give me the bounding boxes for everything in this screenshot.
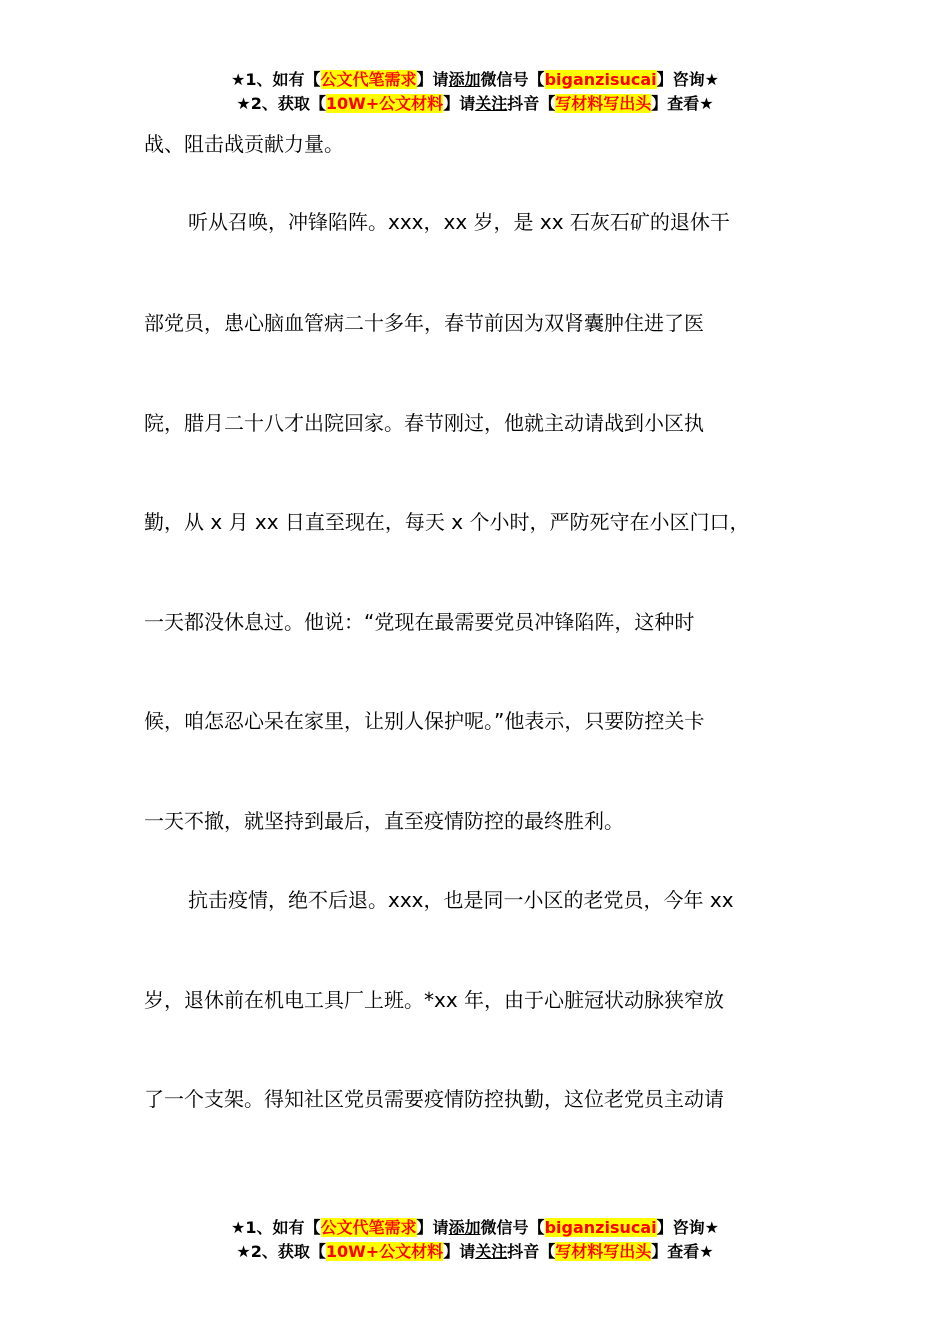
text-line: 战、阻击战贡献力量。 xyxy=(144,132,344,156)
text-line: 候，咱怎忍心呆在家里，让别人保护呢。”他表示，只要防控关卡 xyxy=(144,709,705,733)
text-line: 部党员，患心脑血管病二十多年，春节前因为双肾囊肿住进了医 xyxy=(144,311,704,335)
highlight-douyin-account: 写材料写出头 xyxy=(555,1242,652,1261)
text-line: 听从召唤，冲锋陷阵。xxx，xx 岁，是 xx 石灰石矿的退休干 xyxy=(188,210,730,234)
highlight-materials: 10W+公文材料 xyxy=(325,94,444,113)
text-line: 院，腊月二十八才出院回家。春节刚过，他就主动请战到小区执 xyxy=(144,411,704,435)
footer-banner xyxy=(0,1216,950,1264)
text-line: 了一个支架。得知社区党员需要疫情防控执勤，这位老党员主动请 xyxy=(144,1087,724,1111)
text-line: 一天都没休息过。他说：“党现在最需要党员冲锋陷阵，这种时 xyxy=(144,610,695,634)
banner-line-1: ★1、如有【公文代笔需求】请添加微信号【biganzisucai】咨询★ xyxy=(231,1218,719,1237)
banner-line-2: ★2、获取【10W+公文材料】请关注抖音【写材料写出头】查看★ xyxy=(236,94,714,113)
highlight-wechat-id: biganzisucai xyxy=(544,70,657,89)
banner-line-2: ★2、获取【10W+公文材料】请关注抖音【写材料写出头】查看★ xyxy=(236,1242,714,1261)
banner-line-1: ★1、如有【公文代笔需求】请添加微信号【biganzisucai】咨询★ xyxy=(231,70,719,89)
highlight-materials: 10W+公文材料 xyxy=(325,1242,444,1261)
highlight-writing-service: 公文代笔需求 xyxy=(320,1218,417,1237)
highlight-wechat-id: biganzisucai xyxy=(544,1218,657,1237)
text-line: 岁，退休前在机电工具厂上班。*xx 年，由于心脏冠状动脉狭窄放 xyxy=(144,988,725,1012)
text-line: 抗击疫情，绝不后退。xxx，也是同一小区的老党员，今年 xx xyxy=(188,888,734,912)
highlight-douyin-account: 写材料写出头 xyxy=(555,94,652,113)
header-banner xyxy=(0,68,950,116)
text-line: 勤，从 x 月 xx 日直至现在，每天 x 个小时，严防死守在小区门口， xyxy=(144,510,750,534)
text-line: 一天不撤，就坚持到最后，直至疫情防控的最终胜利。 xyxy=(144,809,624,833)
highlight-writing-service: 公文代笔需求 xyxy=(320,70,417,89)
